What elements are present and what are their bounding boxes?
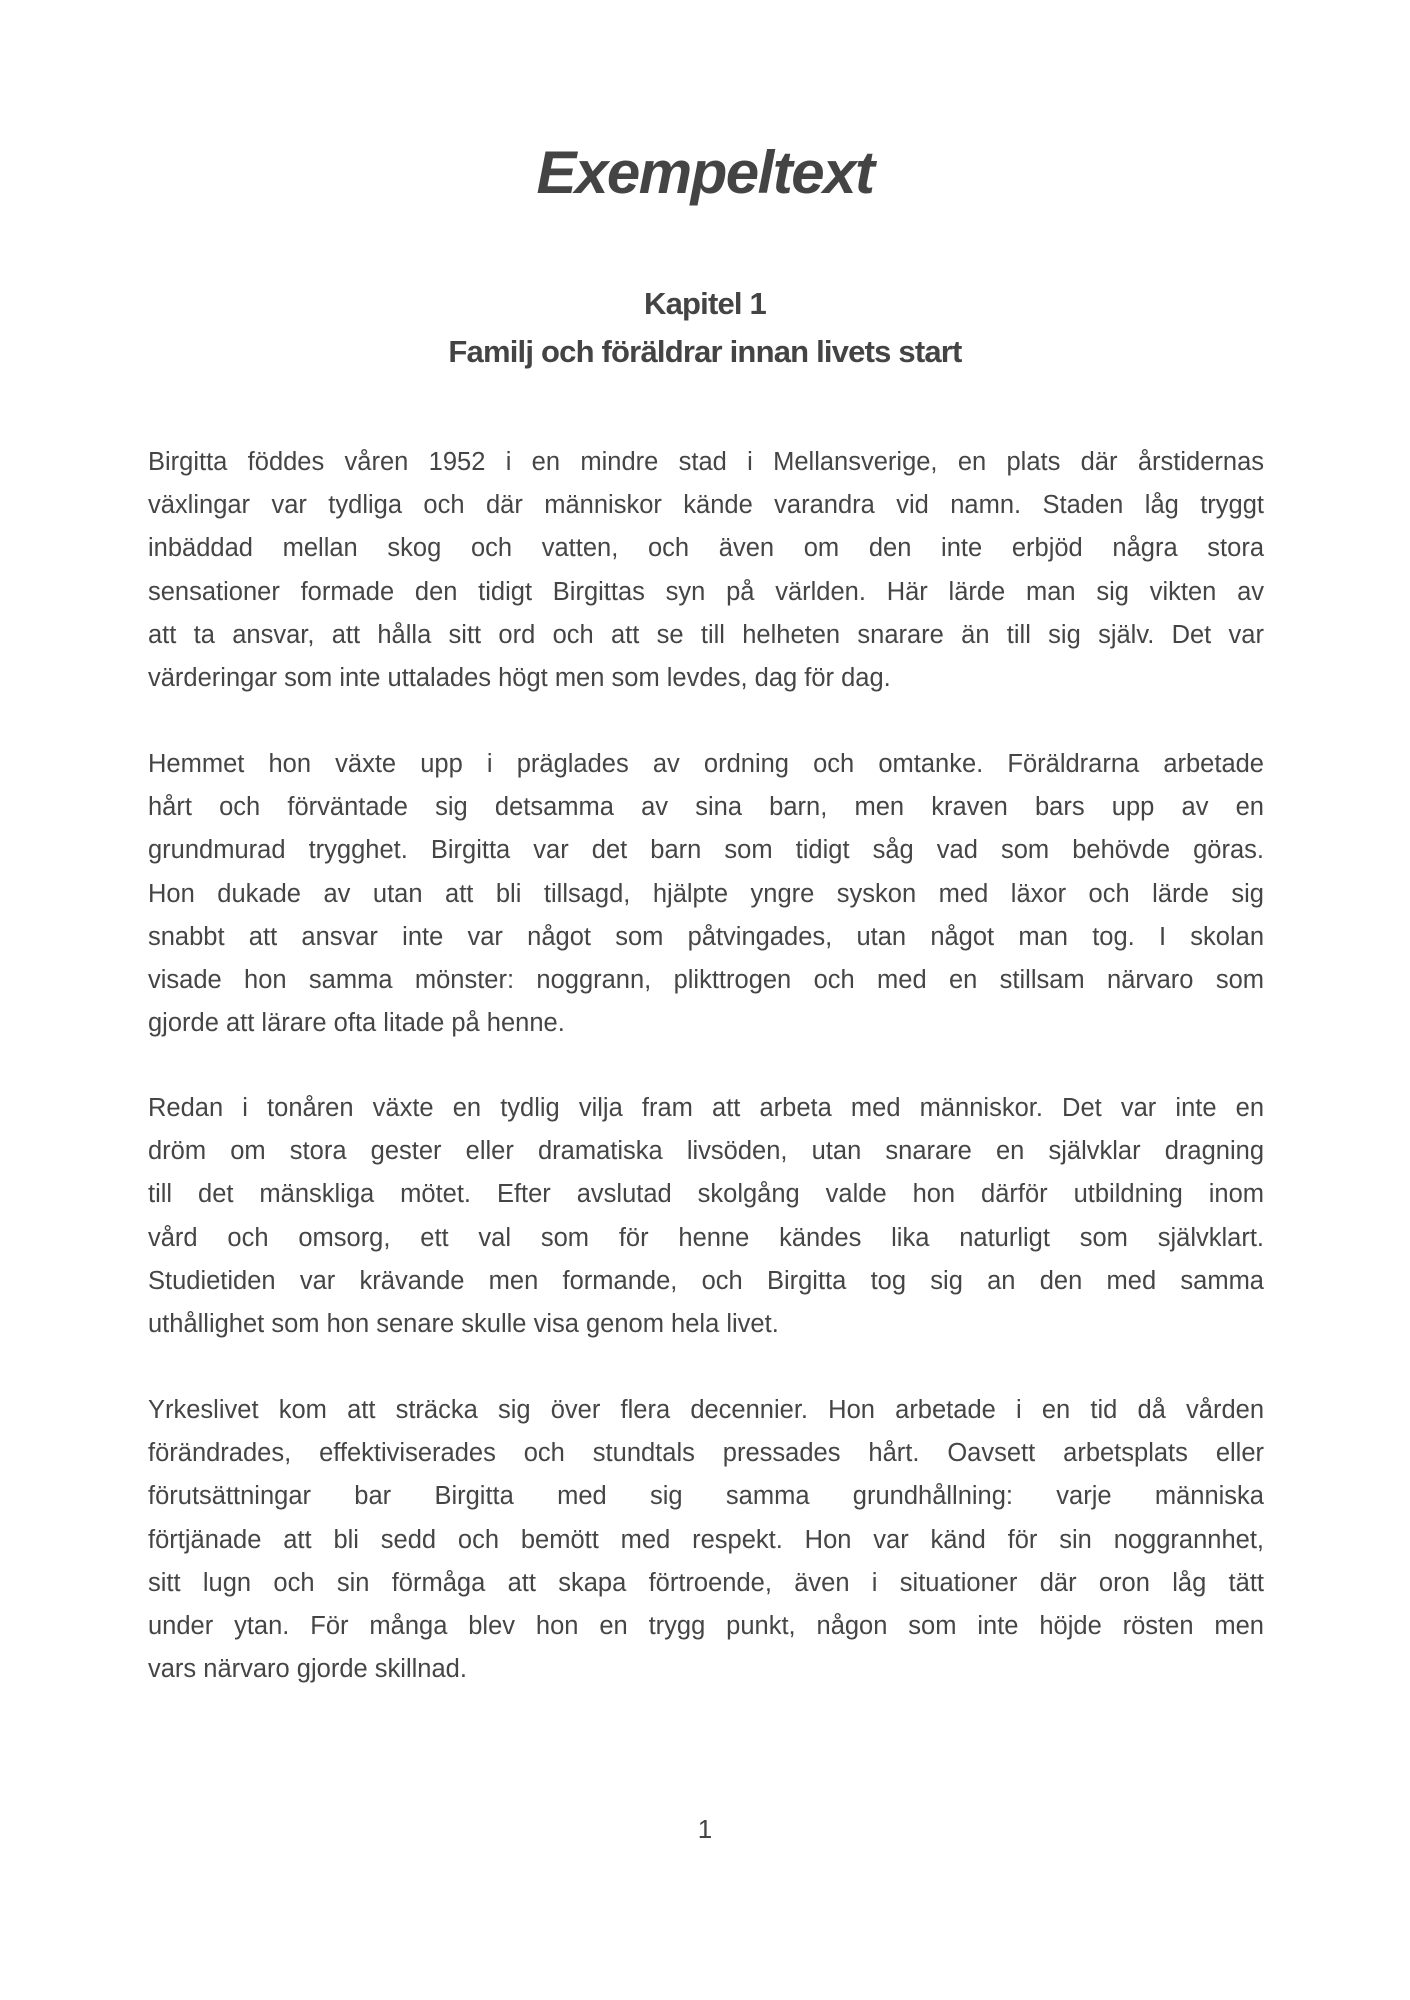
chapter-subtitle: Familj och föräldrar innan livets start bbox=[448, 334, 962, 369]
page-number: 1 bbox=[697, 1814, 713, 1844]
text-line: Hemmet hon växte upp i präglades av ordning och omtanke. Föräldrarna arbetade bbox=[148, 750, 1264, 778]
text-line: Redan i tonåren växte en tydlig vilja fram att arbeta med människor. Det var inte en bbox=[148, 1094, 1264, 1122]
text-line: vård och omsorg, ett val som för henne kändes lika naturligt som självklart. bbox=[148, 1223, 1264, 1252]
text-line: sitt lugn och sin förmåga att skapa förtroende, även i situationer där oron låg tätt bbox=[148, 1568, 1264, 1597]
text-line: Hon dukade av utan att bli tillsagd, hjälpte yngre syskon med läxor och lärde sig bbox=[148, 879, 1264, 908]
text-line: snabbt att ansvar inte var något som påtvingades, utan något man tog. I skolan bbox=[148, 922, 1264, 951]
text-line: Birgitta föddes våren 1952 i en mindre stad i Mellansverige, en plats där årstidernas bbox=[148, 448, 1264, 476]
chapter-heading: Kapitel 1 bbox=[643, 286, 766, 321]
text-line: grundmurad trygghet. Birgitta var det barn som tidigt såg vad som behövde göras. bbox=[148, 836, 1264, 865]
text-line: vars närvaro gjorde skillnad. bbox=[148, 1655, 467, 1684]
text-line: till det mänskliga mötet. Efter avslutad skolgång valde hon därför utbildning inom bbox=[148, 1180, 1264, 1209]
text-line: gjorde att lärare ofta litade på henne. bbox=[148, 1009, 565, 1038]
text-line: dröm om stora gester eller dramatiska livsöden, utan snarare en självklar dragning bbox=[148, 1137, 1264, 1166]
paragraph-2 bbox=[148, 743, 1264, 1045]
text-line: uthållighet som hon senare skulle visa genom hela livet. bbox=[148, 1309, 779, 1338]
text-line: förtjänade att bli sedd och bemött med respekt. Hon var känd för sin noggrannhet, bbox=[148, 1525, 1264, 1554]
paragraph-1 bbox=[148, 441, 1264, 700]
text-line: växlingar var tydliga och där människor kände varandra vid namn. Staden låg tryggt bbox=[148, 491, 1264, 520]
text-line: förutsättningar bar Birgitta med sig samma grundhållning: varje människa bbox=[148, 1482, 1264, 1511]
text-line: hårt och förväntade sig detsamma av sina barn, men kraven bars upp av en bbox=[148, 793, 1264, 822]
text-line: visade hon samma mönster: noggrann, plikttrogen och med en stillsam närvaro som bbox=[148, 965, 1264, 994]
text-line: Yrkeslivet kom att sträcka sig över flera decennier. Hon arbetade i en tid då vården bbox=[148, 1396, 1264, 1424]
text-line: att ta ansvar, att hålla sitt ord och att se till helheten snarare än till sig själv. Det var bbox=[148, 620, 1264, 649]
text-line: förändrades, effektiviserades och stundtals pressades hårt. Oavsett arbetsplats eller bbox=[148, 1439, 1264, 1468]
document-title: Exempeltext bbox=[536, 139, 874, 206]
paragraph-4 bbox=[148, 1389, 1264, 1691]
text-line: inbäddad mellan skog och vatten, och även om den inte erbjöd några stora bbox=[148, 534, 1264, 563]
paragraph-3 bbox=[148, 1087, 1264, 1346]
text-line: värderingar som inte uttalades högt men som levdes, dag för dag. bbox=[148, 663, 891, 692]
text-line: Studietiden var krävande men formande, och Birgitta tog sig an den med samma bbox=[148, 1266, 1264, 1295]
text-line: under ytan. För många blev hon en trygg punkt, någon som inte höjde rösten men bbox=[148, 1611, 1264, 1640]
text-line: sensationer formade den tidigt Birgittas syn på världen. Här lärde man sig vikten av bbox=[148, 577, 1264, 606]
